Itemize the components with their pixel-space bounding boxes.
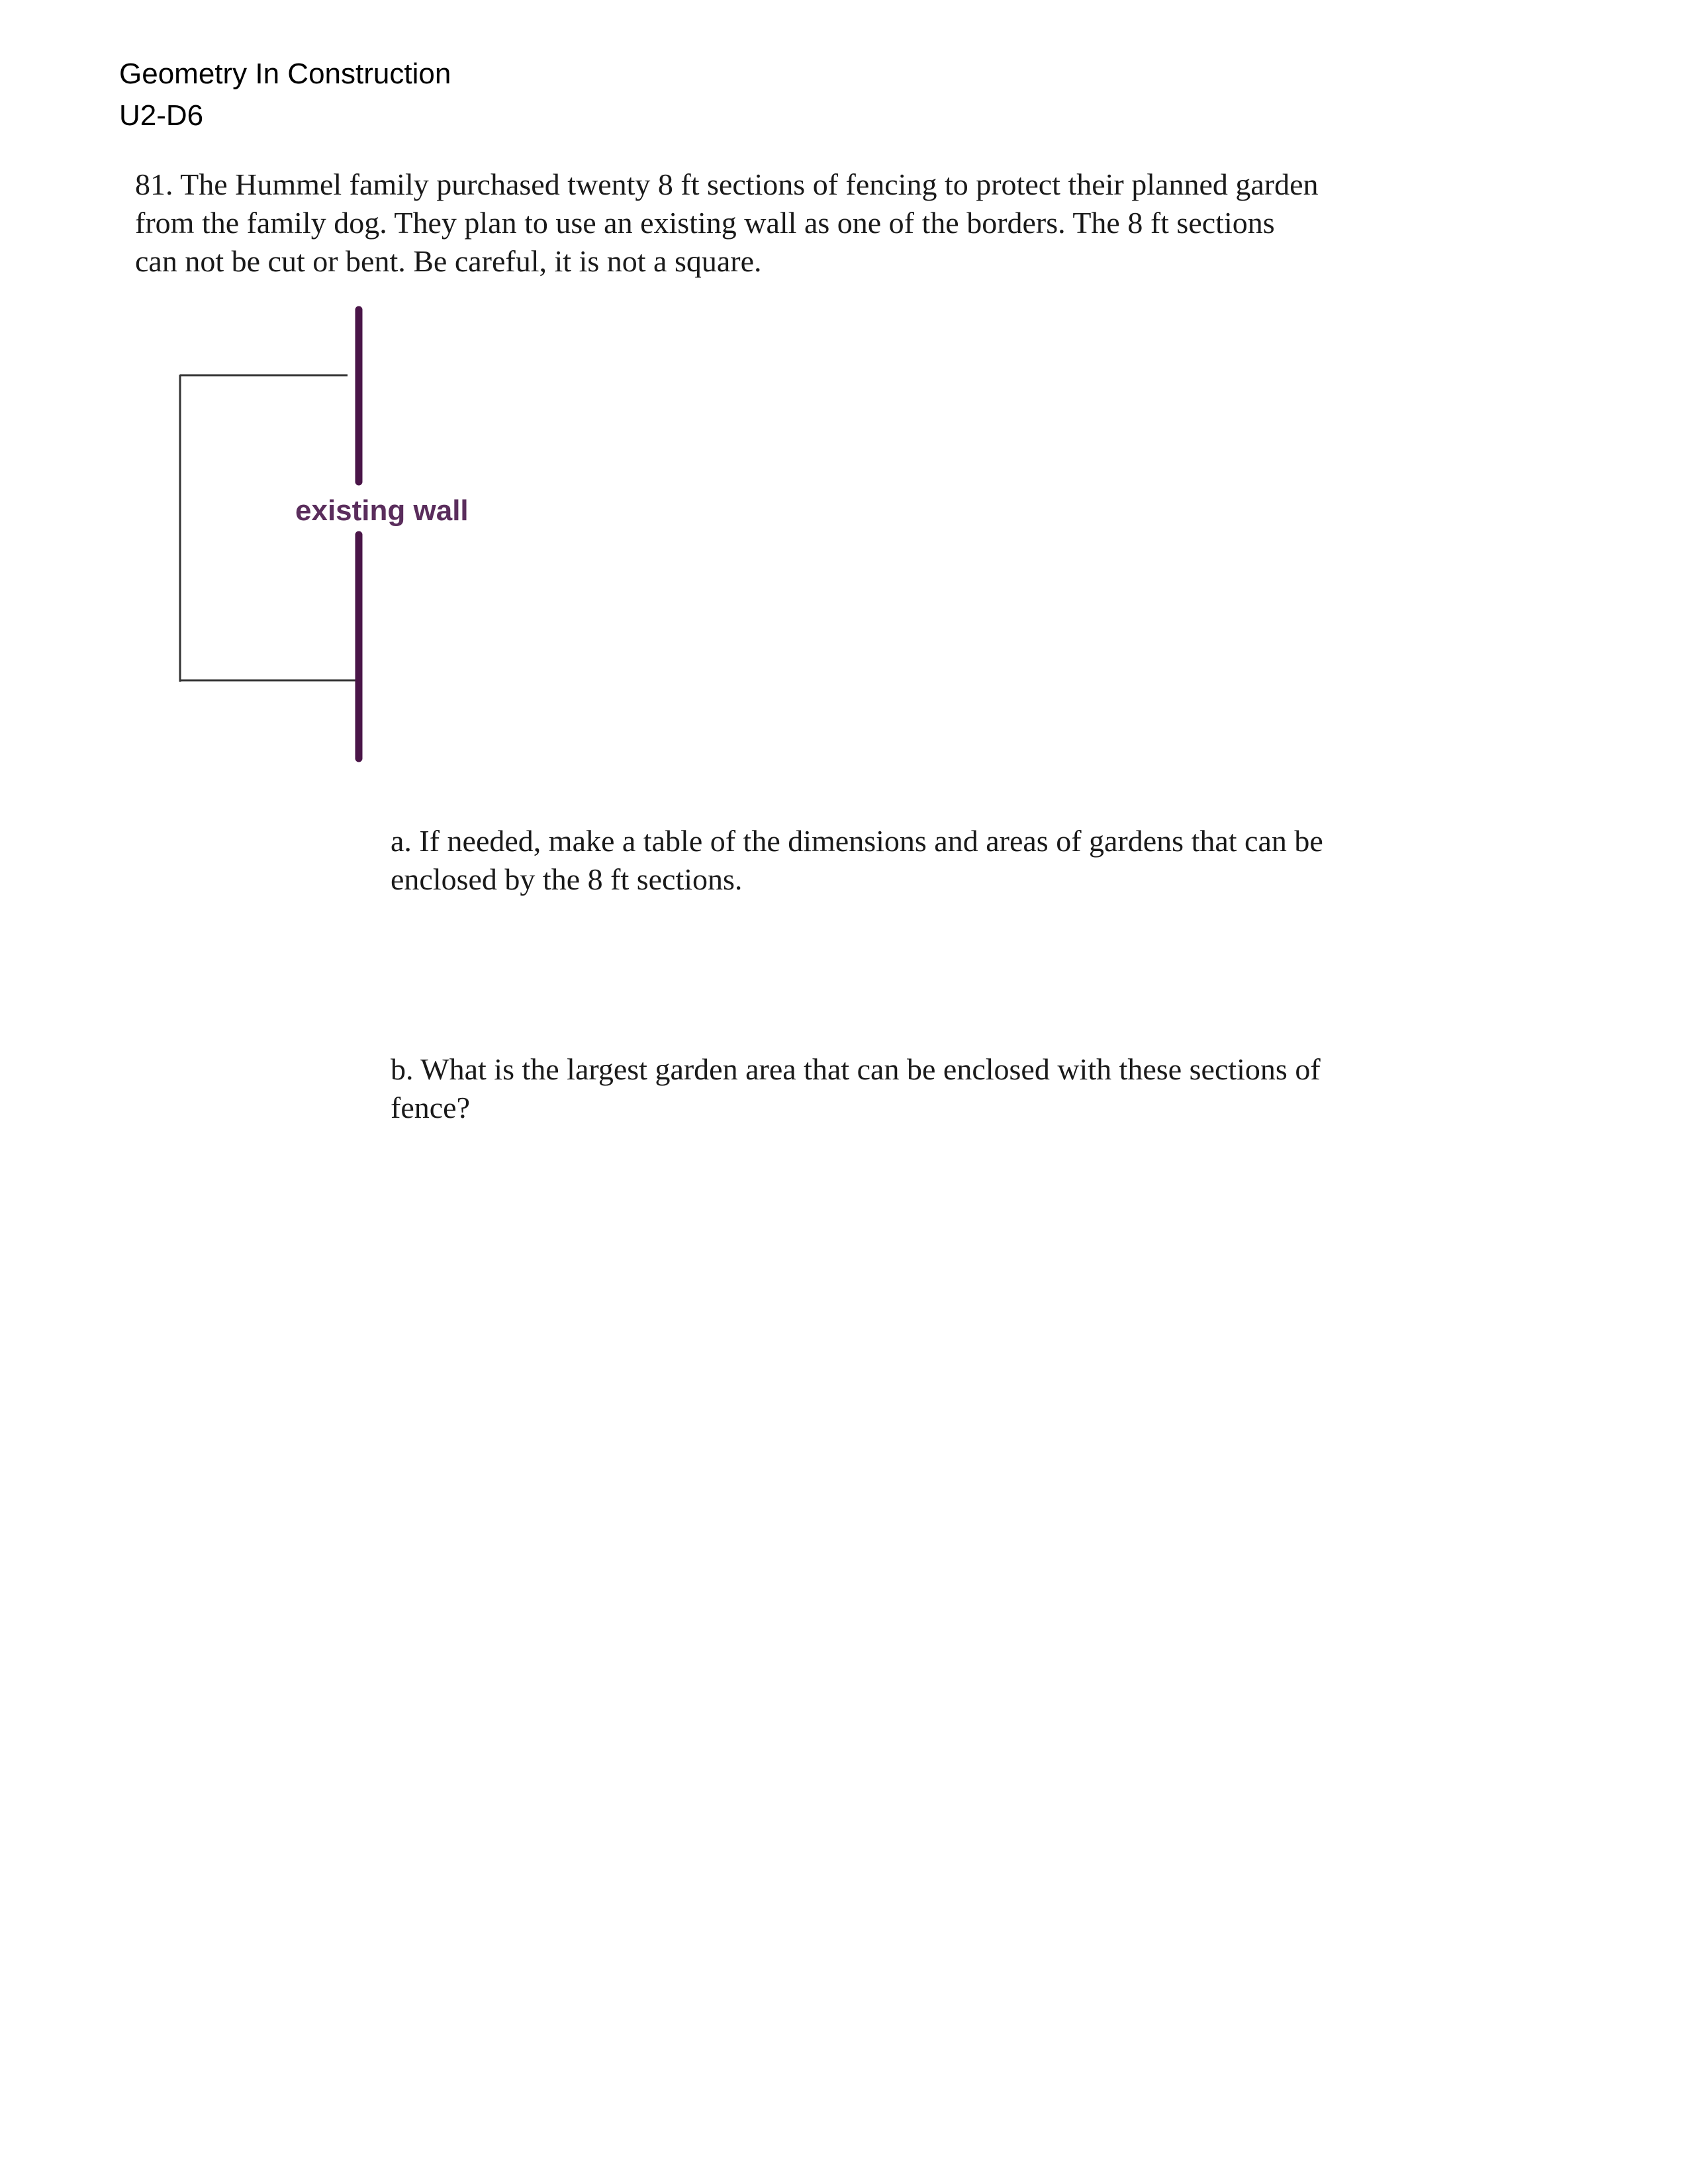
unit-day-label: U2-D6 [119, 99, 204, 132]
problem-line: 81. The Hummel family purchased twenty 8 ft sections of fencing to protect their planned garden [135, 167, 1319, 201]
fence-diagram [0, 0, 1688, 794]
question-b-line: fence? [391, 1091, 470, 1124]
existing-wall-label: existing wall [295, 494, 469, 527]
question-b [391, 1050, 1483, 1127]
question-a [391, 822, 1483, 899]
question-a-line: a. If needed, make a table of the dimensions and areas of gardens that can be [391, 824, 1323, 858]
course-title: Geometry In Construction [119, 58, 451, 90]
question-b-line: b. What is the largest garden area that can be enclosed with these sections of [391, 1052, 1321, 1086]
problem-line: from the family dog. They plan to use an existing wall as one of the borders. The 8 ft sections [135, 206, 1275, 240]
question-a-line: enclosed by the 8 ft sections. [391, 862, 743, 896]
problem-line: can not be cut or bent. Be careful, it is not a square. [135, 244, 762, 278]
